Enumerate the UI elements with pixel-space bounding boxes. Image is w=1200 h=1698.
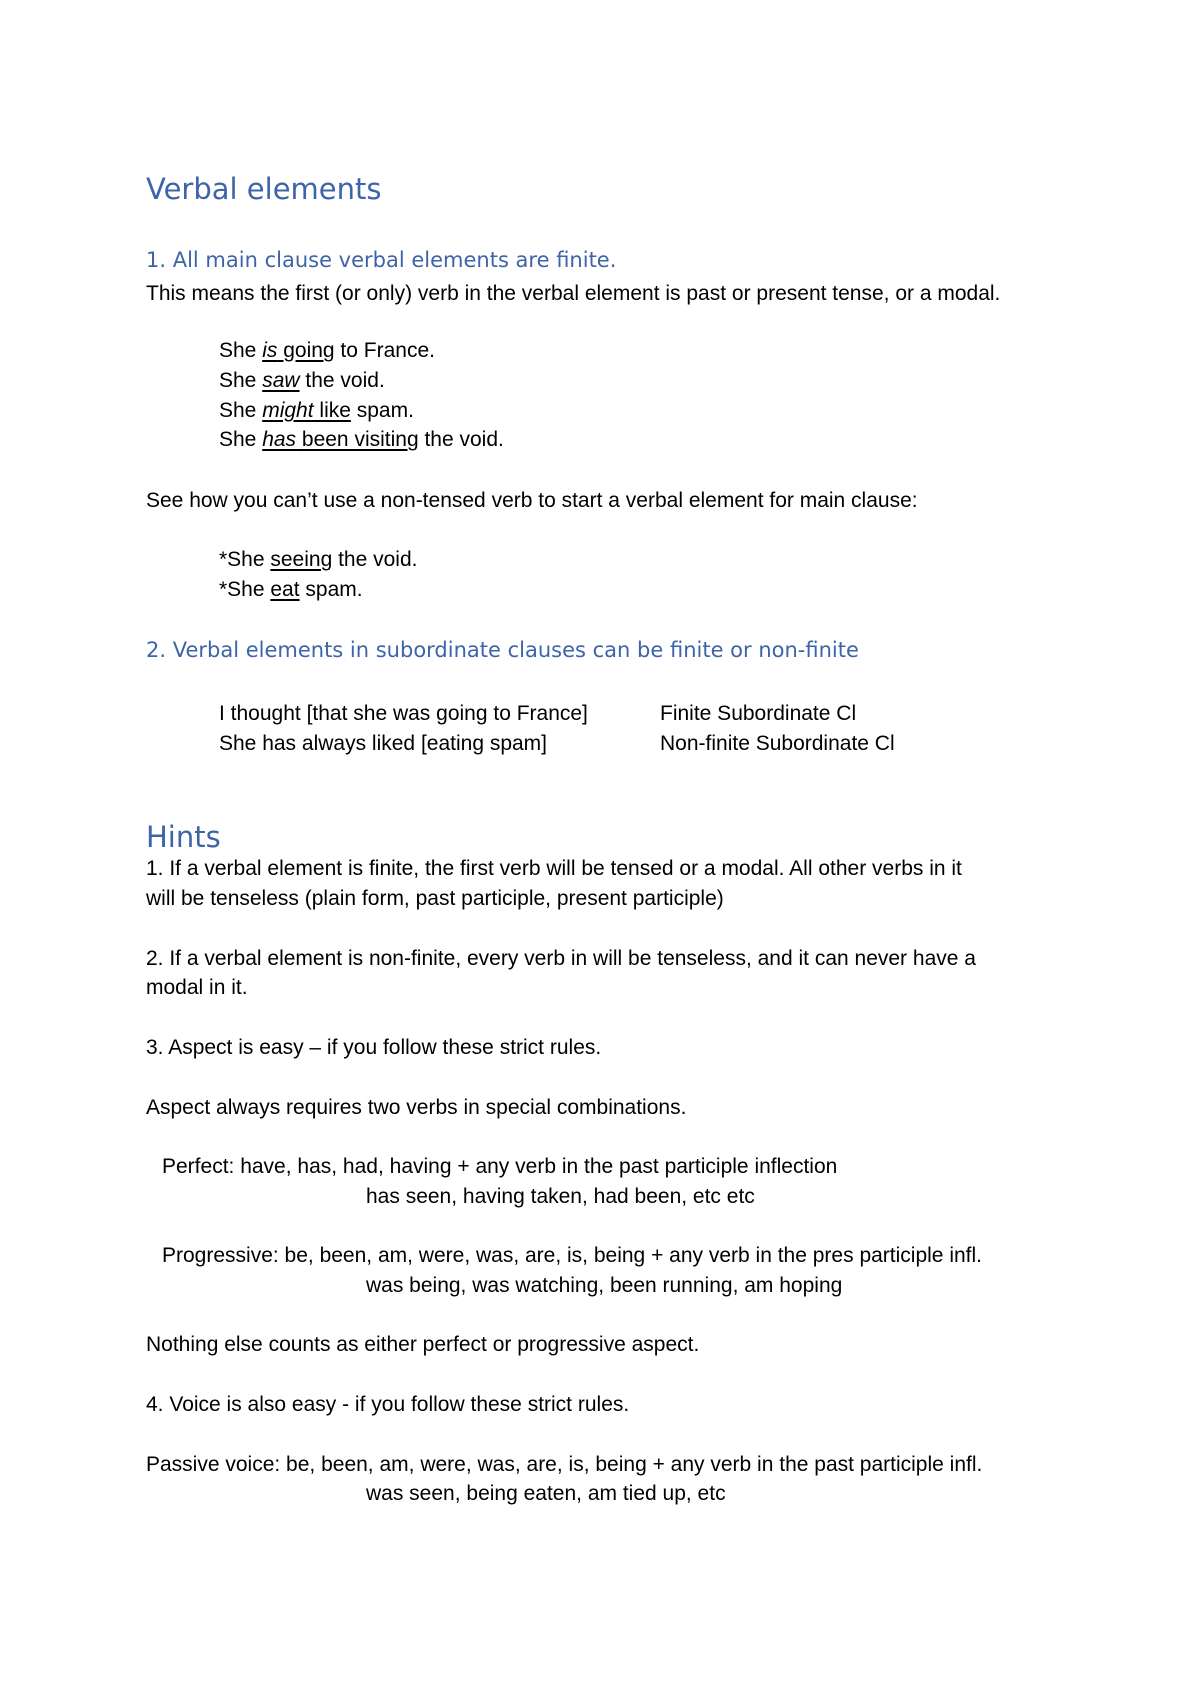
example-verbal-element (262, 428, 418, 451)
rule1-note: See how you can’t use a non-tensed verb to start a verbal element for main clause: (146, 489, 918, 512)
passive-examples: was seen, being eaten, am tied up, etc (366, 1482, 726, 1505)
rule2-example: I thought [that she was going to France] (219, 702, 588, 725)
perfect-examples: has seen, having taken, had been, etc etc (366, 1185, 755, 1208)
bad-example-subject: *She (219, 548, 271, 571)
rule2-type: Non-finite Subordinate Cl (660, 732, 895, 755)
rule1-description: This means the first (or only) verb in the verbal element is past or present tense, or a modal. (146, 282, 1001, 305)
bad-example-subject: *She (219, 578, 271, 601)
example-first-verb: saw (262, 369, 300, 392)
progressive-examples: was being, was watching, been running, am hoping (366, 1274, 843, 1297)
example-line (219, 428, 504, 452)
example-first-verb: has (262, 428, 297, 451)
example-subject: She (219, 369, 263, 392)
hint-3: 3. Aspect is easy – if you follow these strict rules. (146, 1036, 602, 1059)
page-title: Verbal elements (146, 172, 382, 206)
example-rest: the void. (299, 369, 385, 392)
passive-rule: Passive voice: be, been, am, were, was, are, is, being + any verb in the past participle infl. (146, 1453, 983, 1476)
bad-example-line (219, 578, 363, 602)
bad-example-rest: spam. (299, 578, 363, 601)
example-line (219, 339, 435, 363)
example-first-verb: is (262, 339, 278, 362)
example-verb-rest: been visiting (296, 428, 419, 451)
example-line (219, 369, 385, 393)
hint-4: 4. Voice is also easy - if you follow these strict rules. (146, 1393, 630, 1416)
example-verb-rest: like (313, 399, 351, 422)
bad-example-rest: the void. (332, 548, 418, 571)
bad-example-verb: eat (270, 578, 300, 601)
example-verbal-element (262, 369, 299, 392)
rule2-type: Finite Subordinate Cl (660, 702, 857, 725)
hint-2-line-1: 2. If a verbal element is non-finite, every verb in will be tenseless, and it can never have a (146, 947, 976, 970)
hints-title: Hints (146, 820, 221, 854)
perfect-rule: Perfect: have, has, had, having + any verb in the past participle inflection (162, 1155, 838, 1178)
example-subject: She (219, 399, 263, 422)
bad-example-verb: seeing (270, 548, 333, 571)
nothing-else-note: Nothing else counts as either perfect or progressive aspect. (146, 1333, 700, 1356)
aspect-intro: Aspect always requires two verbs in special combinations. (146, 1096, 687, 1119)
example-verbal-element (262, 339, 334, 362)
example-rest: the void. (418, 428, 504, 451)
example-subject: She (219, 428, 263, 451)
hint-2-line-2: modal in it. (146, 976, 248, 999)
rule1-heading: 1. All main clause verbal elements are finite. (146, 248, 617, 272)
example-verb-rest: going (277, 339, 335, 362)
example-first-verb: might (262, 399, 314, 422)
hint-1-line-2: will be tenseless (plain form, past participle, present participle) (146, 887, 724, 910)
example-subject: She (219, 339, 263, 362)
example-rest: spam. (350, 399, 414, 422)
bad-example-line (219, 548, 418, 572)
example-line (219, 399, 414, 423)
hint-1-line-1: 1. If a verbal element is finite, the first verb will be tensed or a modal. All other verbs in it (146, 857, 962, 880)
example-rest: to France. (334, 339, 435, 362)
example-verbal-element (262, 399, 351, 422)
progressive-rule: Progressive: be, been, am, were, was, are, is, being + any verb in the pres participle infl. (162, 1244, 982, 1267)
rule2-example: She has always liked [eating spam] (219, 732, 548, 755)
rule2-heading: 2. Verbal elements in subordinate clauses can be finite or non-finite (146, 638, 859, 662)
